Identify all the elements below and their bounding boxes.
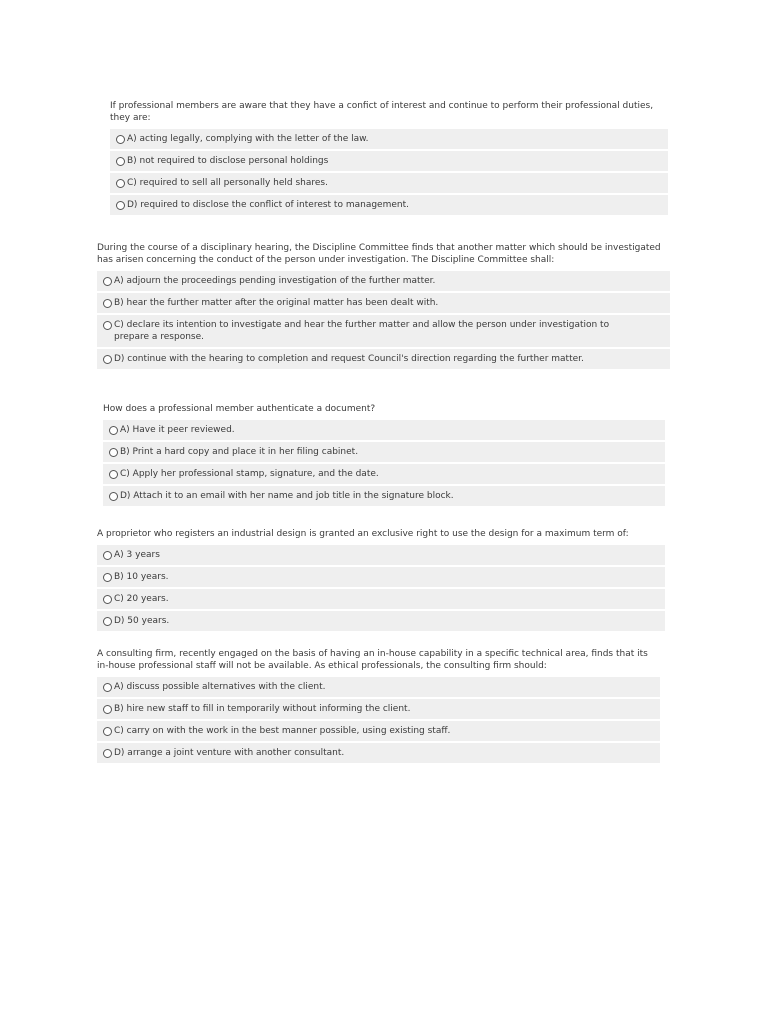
answer-options [103, 420, 665, 506]
option-a[interactable] [97, 677, 660, 697]
radio-button-icon[interactable] [116, 157, 125, 166]
option-b[interactable] [97, 293, 670, 313]
option-label: B) 10 years. [114, 572, 169, 582]
radio-button-icon[interactable] [103, 355, 112, 364]
radio-button-icon[interactable] [103, 749, 112, 758]
option-label: D) required to disclose the conflict of interest to management. [127, 200, 409, 210]
radio-button-icon[interactable] [109, 426, 118, 435]
question-5 [97, 648, 660, 765]
radio-button-icon[interactable] [103, 321, 112, 330]
option-a[interactable] [103, 420, 665, 440]
option-label: D) Attach it to an email with her name and job title in the signature block. [120, 491, 454, 501]
question-1 [110, 100, 668, 217]
radio-button-icon[interactable] [103, 573, 112, 582]
option-label: C) required to sell all personally held shares. [127, 178, 328, 188]
answer-options [97, 271, 670, 369]
question-text: How does a professional member authenticate a document? [103, 404, 376, 414]
option-b[interactable] [97, 699, 660, 719]
radio-button-icon[interactable] [103, 683, 112, 692]
option-c[interactable] [97, 721, 660, 741]
option-b[interactable] [97, 567, 665, 587]
answer-options [97, 677, 660, 763]
option-d[interactable] [103, 486, 665, 506]
option-a[interactable] [97, 545, 665, 565]
option-a[interactable] [97, 271, 670, 291]
radio-button-icon[interactable] [103, 595, 112, 604]
option-d[interactable] [97, 349, 670, 369]
option-b[interactable] [110, 151, 668, 171]
radio-button-icon[interactable] [116, 135, 125, 144]
option-d[interactable] [110, 195, 668, 215]
question-4 [97, 528, 665, 633]
radio-button-icon[interactable] [103, 727, 112, 736]
radio-button-icon[interactable] [103, 705, 112, 714]
radio-button-icon[interactable] [116, 179, 125, 188]
option-c[interactable] [110, 173, 668, 193]
radio-button-icon[interactable] [103, 551, 112, 560]
option-label: C) 20 years. [114, 594, 169, 604]
option-d[interactable] [97, 611, 665, 631]
option-label: D) 50 years. [114, 616, 170, 626]
option-b[interactable] [103, 442, 665, 462]
answer-options [110, 129, 668, 215]
option-label: C) Apply her professional stamp, signature, and the date. [120, 469, 379, 479]
option-c[interactable] [97, 589, 665, 609]
answer-options [97, 545, 665, 631]
radio-button-icon[interactable] [109, 492, 118, 501]
option-label: C) declare its intention to investigate and hear the further matter and allow the person under investigation to prepare a response. [114, 320, 610, 342]
radio-button-icon[interactable] [103, 277, 112, 286]
question-3 [103, 403, 665, 508]
option-label: A) discuss possible alternatives with the client. [114, 682, 326, 692]
option-label: A) acting legally, complying with the letter of the law. [127, 134, 369, 144]
radio-button-icon[interactable] [103, 299, 112, 308]
option-a[interactable] [110, 129, 668, 149]
question-text: A consulting firm, recently engaged on the basis of having an in-house capability in a specific technical area, finds that its in-house professional staff will not be available. As ethical professionals, the consulting firm should: [97, 649, 648, 671]
option-label: D) continue with the hearing to completion and request Council's direction regarding the further matter. [114, 354, 584, 364]
question-text: A proprietor who registers an industrial design is granted an exclusive right to use the design for a maximum term of: [97, 529, 629, 539]
option-label: B) not required to disclose personal holdings [127, 156, 329, 166]
radio-button-icon[interactable] [116, 201, 125, 210]
option-label: A) Have it peer reviewed. [120, 425, 235, 435]
option-c[interactable] [97, 315, 670, 347]
question-text: During the course of a disciplinary hearing, the Discipline Committee finds that another matter which should be investigated has arisen concerning the conduct of the person under investigation. The Discipline Committee shall: [97, 243, 661, 265]
option-label: D) arrange a joint venture with another consultant. [114, 748, 345, 758]
radio-button-icon[interactable] [103, 617, 112, 626]
option-label: B) hire new staff to fill in temporarily without informing the client. [114, 704, 411, 714]
question-text: If professional members are aware that they have a confict of interest and continue to perform their professional duties, they are: [110, 101, 654, 123]
question-2 [97, 242, 670, 371]
option-label: B) hear the further matter after the original matter has been dealt with. [114, 298, 439, 308]
option-c[interactable] [103, 464, 665, 484]
option-label: B) Print a hard copy and place it in her filing cabinet. [120, 447, 359, 457]
option-label: A) adjourn the proceedings pending investigation of the further matter. [114, 276, 436, 286]
option-label: A) 3 years [114, 550, 160, 560]
option-label: C) carry on with the work in the best manner possible, using existing staff. [114, 726, 451, 736]
option-d[interactable] [97, 743, 660, 763]
radio-button-icon[interactable] [109, 448, 118, 457]
radio-button-icon[interactable] [109, 470, 118, 479]
